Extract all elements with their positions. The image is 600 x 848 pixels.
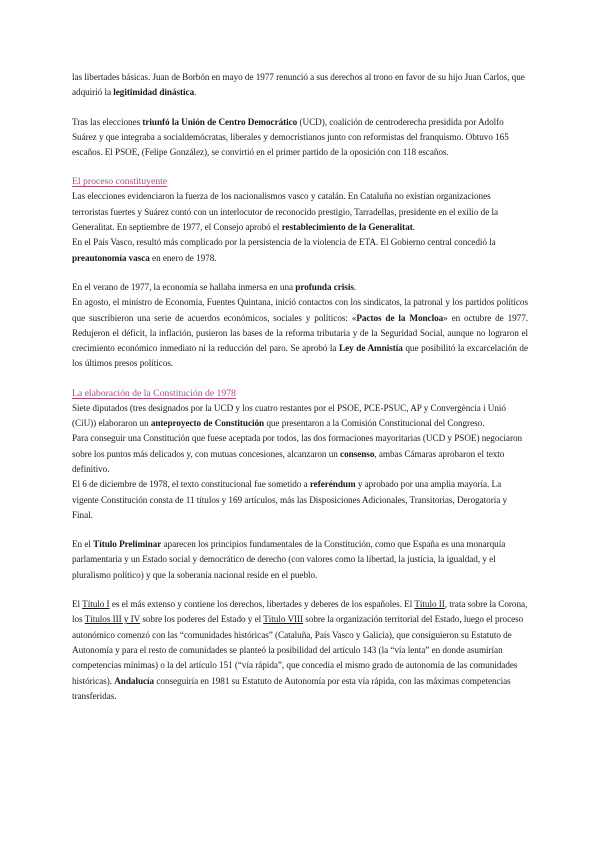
bold-term: Ley de Amnistía — [339, 343, 403, 354]
bold-term: profunda crisis — [295, 281, 354, 292]
text: que posibilitó la excarcelación de los últimos presos políticos. — [72, 343, 528, 369]
text: conseguiría en 1981 su Estatuto de Autonomía por esta vía rápida, con las máximas competencias transferidas. — [72, 675, 511, 701]
bold-term: preautonomía vasca — [72, 252, 150, 263]
paragraph-pais-vasco — [72, 235, 528, 266]
text: En el verano de 1977, la economía se hallaba inmersa en una — [72, 281, 296, 292]
underlined-term: Títulos III y IV — [84, 614, 141, 625]
paragraph-referendum — [72, 477, 528, 523]
text: . — [412, 222, 415, 233]
text: En el — [72, 539, 94, 550]
text: El — [72, 599, 83, 610]
text: Las elecciones evidenciaron la fuerza de los nacionalismos vasco y catalán. En Cataluña no existían organizaciones terroristas fuertes y Suárez contó con un interlocutor de reconocido prestigio, Tarradellas, presidente en el exilio de la Generalitat. En septiembre de 1977, el Consejo aprobó el — [72, 191, 499, 233]
text: (UCD), coalición de centroderecha presidida por Adolfo Suárez y que integraba a socialdemócratas, liberales y democristianos junto con reformistas del franquismo. Obtuvo 165 escaños. El PSOE, (Felipe González), se convirtió en el primer partido de la oposición con 118 escaños. — [72, 116, 509, 158]
bold-term: Título Preliminar — [93, 539, 162, 550]
text: Tras las elecciones — [72, 116, 143, 127]
bold-term: legitimidad dinástica — [113, 87, 195, 98]
text: sobre la organización territorial del Estado, luego el proceso autonómico comenzó con las “comunidades históricas” (Cataluña, País Vasco y Galicia), que consiguieron su Estatuto de Autonomía y para el resto de comunidades se planteó la posibilidad del artículo 143 (la “vía lenta” en donde asumirían competencias mínimas) o la del artículo 151 (“vía rápida”, que concedía el mismo grado de autonomía de las comunidades históricas). — [72, 614, 524, 686]
text: , ambas Cámaras aprobaron el texto definitivo. — [72, 448, 505, 474]
text: . — [194, 87, 197, 98]
section-heading-proceso-constituyente: El proceso constituyente — [72, 176, 168, 188]
paragraph-borbon — [72, 70, 528, 101]
bold-term: anteproyecto de Constitución — [150, 418, 265, 429]
bold-term: triunfó la Unión de Centro Democrático — [142, 116, 298, 127]
text: En el País Vasco, resultó más complicado por la persistencia de la violencia de ETA. El Gobierno central concedió la — [72, 237, 496, 248]
text: las libertades básicas. Juan de Borbón en mayo de 1977 renunció a sus derechos al trono en favor de su hijo Juan Carlos, que adquirió la — [72, 72, 525, 98]
text: que presentaron a la Comisión Constitucional del Congreso. — [264, 418, 485, 429]
bold-term: consenso — [340, 448, 375, 459]
text: . — [353, 281, 357, 292]
text: aparecen los principios fundamentales de la Constitución, como que España es una monarquía parlamentaria y un Estado social y democrático de derecho (con valores como la libertad, la justicia, la igualdad, y el pluralismo político) y que la soberanía nacional reside en el pueblo. — [72, 539, 506, 580]
bold-term: referéndum — [309, 479, 356, 490]
paragraph-nacionalismos — [72, 189, 528, 235]
paragraph-crisis — [72, 280, 528, 295]
underlined-term: Título VIII — [263, 614, 304, 625]
bold-term: Pactos de la Moncloa — [356, 312, 444, 323]
paragraph-titulo-preliminar — [72, 537, 528, 583]
bold-term: restablecimiento de la Generalitat — [281, 222, 413, 233]
text: es el más extenso y contiene los derechos, libertades y deberes de los españoles. El — [109, 599, 415, 610]
text: en enero de 1978. — [149, 252, 217, 263]
text: Para conseguir una Constitución que fuese aceptada por todos, las dos formaciones mayoritarias (UCD y PSOE) negociaron sobre los puntos más delicados y, con mutuas concesiones, alcanzaron un — [72, 433, 523, 459]
underlined-term: Título I — [82, 599, 110, 610]
text: En agosto, el ministro de Economía, Fuentes Quintana, inició contactos con los sindicatos, la patronal y los partidos políticos que suscribieron una serie de acuerdos económicos, sociales y políticos: « — [72, 297, 528, 323]
bold-term: Andalucía — [114, 675, 155, 686]
paragraph-siete-diputados — [72, 401, 528, 432]
section-heading-elaboracion-constitucion: La elaboración de la Constitución de 1978 — [72, 387, 236, 399]
text: El 6 de diciembre de 1978, el texto constitucional fue sometido a — [72, 479, 310, 490]
paragraph-consenso — [72, 431, 528, 477]
text: sobre los poderes del Estado y el — [140, 614, 264, 625]
text: » en octubre de 1977. Redujeron el déficit, la inflación, pusieron las bases de la reforma tributaria y de la Seguridad Social, aunque no lograron el crecimiento económico inmediato ni la reducción del paro. Se aprobó la — [72, 312, 528, 354]
paragraph-titulos — [72, 597, 528, 704]
paragraph-pactos-moncloa — [72, 295, 528, 371]
underlined-term: Título II — [414, 599, 445, 610]
text: , trata sobre la Corona, los — [72, 599, 528, 625]
text: y aprobado por una amplia mayoría. La vigente Constitución consta de 11 títulos y 169 artículos, más las Disposiciones Adicionales, Transitorias, Derogatoria y Final. — [72, 479, 508, 520]
paragraph-elecciones — [72, 115, 528, 161]
document-body — [72, 70, 528, 704]
text: Siete diputados (tres designados por la UCD y los cuatro restantes por el PSOE, PCE-PSUC, AP y Convergència i Unió (CiU)) elaboraron un — [72, 402, 506, 429]
